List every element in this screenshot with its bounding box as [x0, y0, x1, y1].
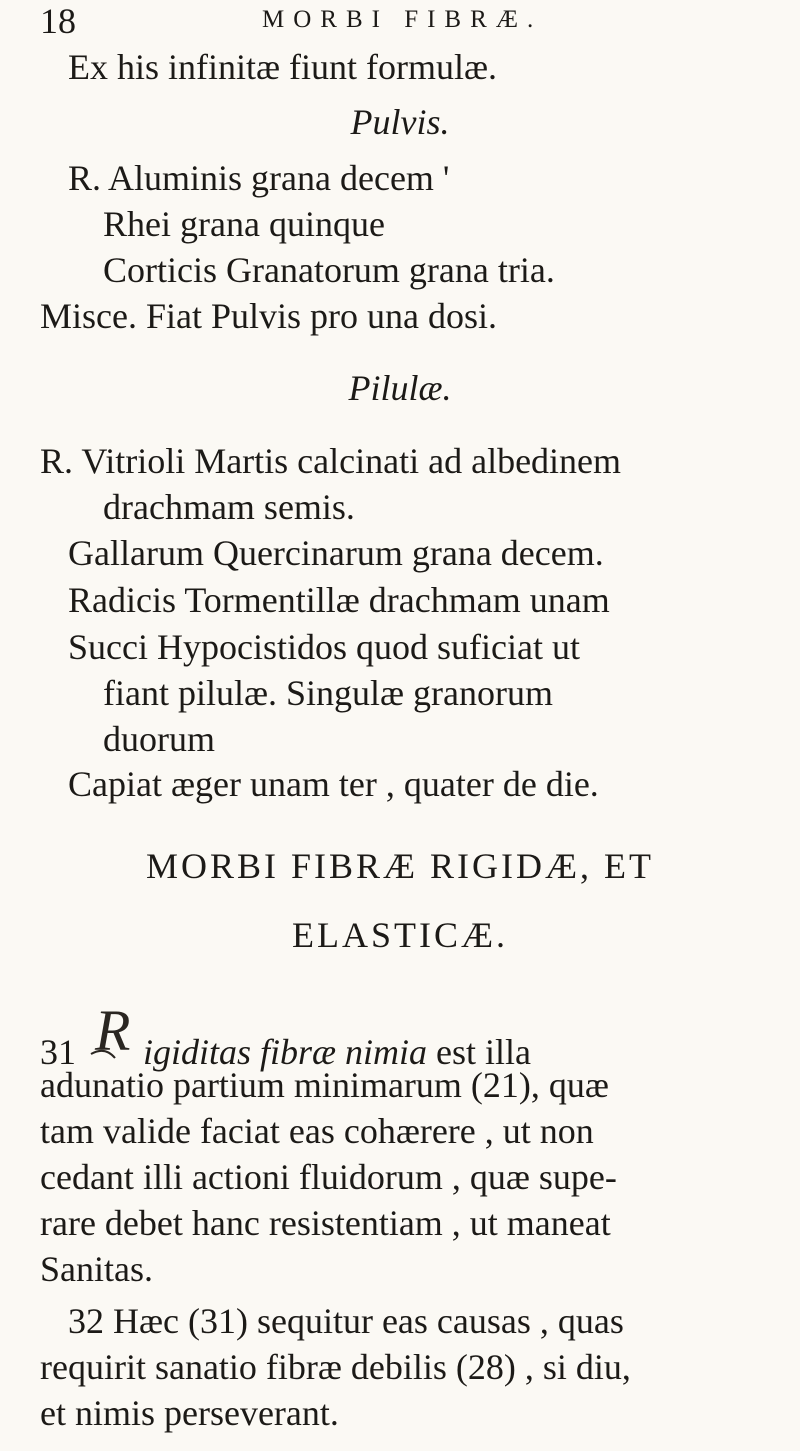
para32-line: requirit sanatio fibræ debilis (28) , si diu, [40, 1347, 631, 1387]
para31-line: Sanitas. [40, 1249, 153, 1289]
pilulae-line: Succi Hypocistidos quod suficiat ut [68, 627, 580, 667]
para32-line: 32 Hæc (31) sequitur eas causas , quas [68, 1301, 624, 1341]
pilulae-heading: Pilulæ. [348, 368, 452, 408]
para31-italic: igiditas fibræ nimia [143, 1032, 428, 1072]
pulvis-heading: Pulvis. [350, 102, 450, 142]
section-title-cont: ELASTICÆ. [292, 915, 508, 955]
dropcap-R-graphic [85, 998, 143, 1068]
pulvis-line: Corticis Granatorum grana tria. [103, 250, 555, 290]
pilulae-line: Gallarum Quercinarum grana decem. [68, 533, 604, 573]
para31-line: cedant illi actioni fluidorum , quæ supe- [40, 1157, 617, 1197]
running-title: MORBI FIBRÆ. [262, 6, 543, 33]
pilulae-line: duorum [103, 719, 215, 759]
page-number: 18 [40, 1, 76, 41]
pilulae-line: Radicis Tormentillæ drachmam unam [68, 580, 610, 620]
intro-line: Ex his infinitæ fiunt formulæ. [68, 47, 497, 87]
section-title: MORBI FIBRÆ RIGIDÆ, ET [145, 846, 655, 886]
para31-rest: est illa [436, 1032, 532, 1072]
para32-line: et nimis perseverant. [40, 1393, 339, 1433]
pulvis-line: Misce. Fiat Pulvis pro una dosi. [40, 296, 497, 336]
pilulae-line: R. Vitrioli Martis calcinati ad albedinem [40, 441, 622, 481]
dropcap-letter: R [95, 998, 131, 1063]
pulvis-line: R. Aluminis grana decem ' [68, 158, 450, 198]
pilulae-line: fiant pilulæ. Singulæ granorum [103, 673, 553, 713]
para31-number: 31 [40, 1032, 76, 1072]
pilulae-line: Capiat æger unam ter , quater de die. [68, 764, 599, 804]
para31-line: tam valide faciat eas cohærere , ut non [40, 1111, 594, 1151]
pilulae-line: drachmam semis. [103, 487, 355, 527]
para31-line: rare debet hanc resistentiam , ut maneat [40, 1203, 611, 1243]
pulvis-line: Rhei grana quinque [103, 204, 385, 244]
para31-line: adunatio partium minimarum (21), quæ [40, 1065, 609, 1105]
